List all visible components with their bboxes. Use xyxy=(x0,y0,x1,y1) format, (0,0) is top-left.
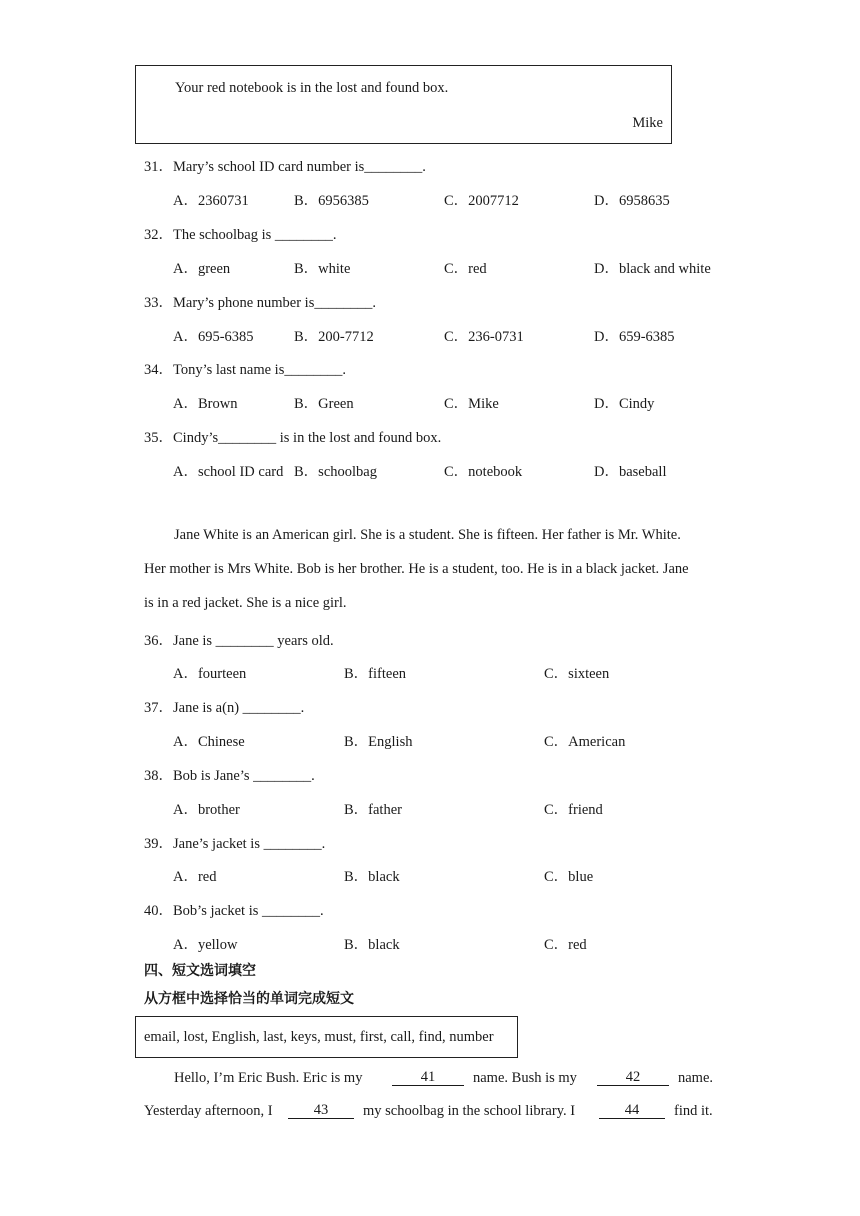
question-38-option-b: B．father xyxy=(344,802,402,818)
question-34-option-a: A．Brown xyxy=(173,396,238,412)
question-33-option-d: D．659-6385 xyxy=(594,329,675,345)
question-35-stem: 35．Cindy’s________ is in the lost and found box. xyxy=(144,430,442,446)
passage-line-2: Her mother is Mrs White. Bob is her brother. He is a student, too. He is in a black jacket. Jane xyxy=(144,561,689,577)
section-instruction: 从方框中选择恰当的单词完成短文 xyxy=(144,991,354,1007)
question-32-option-c: C．red xyxy=(444,261,487,277)
question-40-option-b: B．black xyxy=(344,937,400,953)
question-40-stem: 40．Bob’s jacket is ________. xyxy=(144,903,324,919)
question-35-option-b: B．schoolbag xyxy=(294,464,377,480)
question-39-option-c: C．blue xyxy=(544,869,594,885)
question-32-option-a: A．green xyxy=(173,261,231,277)
question-36-option-a: A．fourteen xyxy=(173,666,247,682)
cloze-line-2-part-b: my schoolbag in the school library. I xyxy=(363,1103,576,1119)
question-32-option-d: D．black and white xyxy=(594,261,711,277)
cloze-line-1-part-c: name. xyxy=(678,1070,714,1086)
question-36-option-c: C．sixteen xyxy=(544,666,610,682)
question-33-option-b: B．200-7712 xyxy=(294,329,374,345)
passage-line-1: Jane White is an American girl. She is a student. She is fifteen. Her father is Mr. White. xyxy=(174,527,681,543)
question-37-option-c: C．American xyxy=(544,734,626,750)
question-31-option-a: A．2360731 xyxy=(173,193,249,209)
question-36-option-b: B．fifteen xyxy=(344,666,407,682)
question-31-option-d: D．6958635 xyxy=(594,193,670,209)
section-heading: 四、短文选词填空 xyxy=(144,963,256,979)
question-34-option-b: B．Green xyxy=(294,396,354,412)
cloze-line-2-part-c: find it. xyxy=(674,1103,713,1119)
question-38-option-c: C．friend xyxy=(544,802,603,818)
question-40-option-a: A．yellow xyxy=(173,937,238,953)
question-31-stem: 31．Mary’s school ID card number is________. xyxy=(144,159,426,175)
question-31-option-c: C．2007712 xyxy=(444,193,519,209)
question-31-option-b: B．6956385 xyxy=(294,193,369,209)
question-39-stem: 39．Jane’s jacket is ________. xyxy=(144,836,326,852)
question-35-option-c: C．notebook xyxy=(444,464,523,480)
question-37-option-a: A．Chinese xyxy=(173,734,245,750)
question-33-stem: 33．Mary’s phone number is________. xyxy=(144,295,376,311)
cloze-line-2-part-a: Yesterday afternoon, I xyxy=(144,1103,273,1119)
blank-41[interactable]: 41 xyxy=(392,1070,464,1086)
question-39-option-b: B．black xyxy=(344,869,400,885)
question-32-option-b: B．white xyxy=(294,261,351,277)
question-37-option-b: B．English xyxy=(344,734,413,750)
question-38-stem: 38．Bob is Jane’s ________. xyxy=(144,768,315,784)
question-36-stem: 36．Jane is ________ years old. xyxy=(144,633,334,649)
question-40-option-c: C．red xyxy=(544,937,587,953)
question-39-option-a: A．red xyxy=(173,869,217,885)
blank-43[interactable]: 43 xyxy=(288,1103,354,1119)
question-38-option-a: A．brother xyxy=(173,802,240,818)
question-33-option-a: A．695-6385 xyxy=(173,329,254,345)
notice-box xyxy=(135,65,672,144)
question-35-option-d: D．baseball xyxy=(594,464,667,480)
blank-44[interactable]: 44 xyxy=(599,1103,665,1119)
question-33-option-c: C．236-0731 xyxy=(444,329,524,345)
cloze-line-1-part-a: Hello, I’m Eric Bush. Eric is my xyxy=(174,1070,363,1086)
cloze-line-1-part-b: name. Bush is my xyxy=(473,1070,577,1086)
question-34-option-c: C．Mike xyxy=(444,396,499,412)
question-35-option-a: A．school ID card xyxy=(173,464,284,480)
question-34-stem: 34．Tony’s last name is________. xyxy=(144,362,346,378)
notice-text: Your red notebook is in the lost and found box. xyxy=(175,80,449,96)
question-34-option-d: D．Cindy xyxy=(594,396,655,412)
blank-42[interactable]: 42 xyxy=(597,1070,669,1086)
word-bank-box xyxy=(135,1016,518,1058)
question-37-stem: 37．Jane is a(n) ________. xyxy=(144,700,305,716)
question-32-stem: 32．The schoolbag is ________. xyxy=(144,227,337,243)
word-bank-text: email, lost, English, last, keys, must, first, call, find, number xyxy=(144,1029,494,1045)
passage-line-3: is in a red jacket. She is a nice girl. xyxy=(144,595,347,611)
notice-signature: Mike xyxy=(632,115,663,131)
